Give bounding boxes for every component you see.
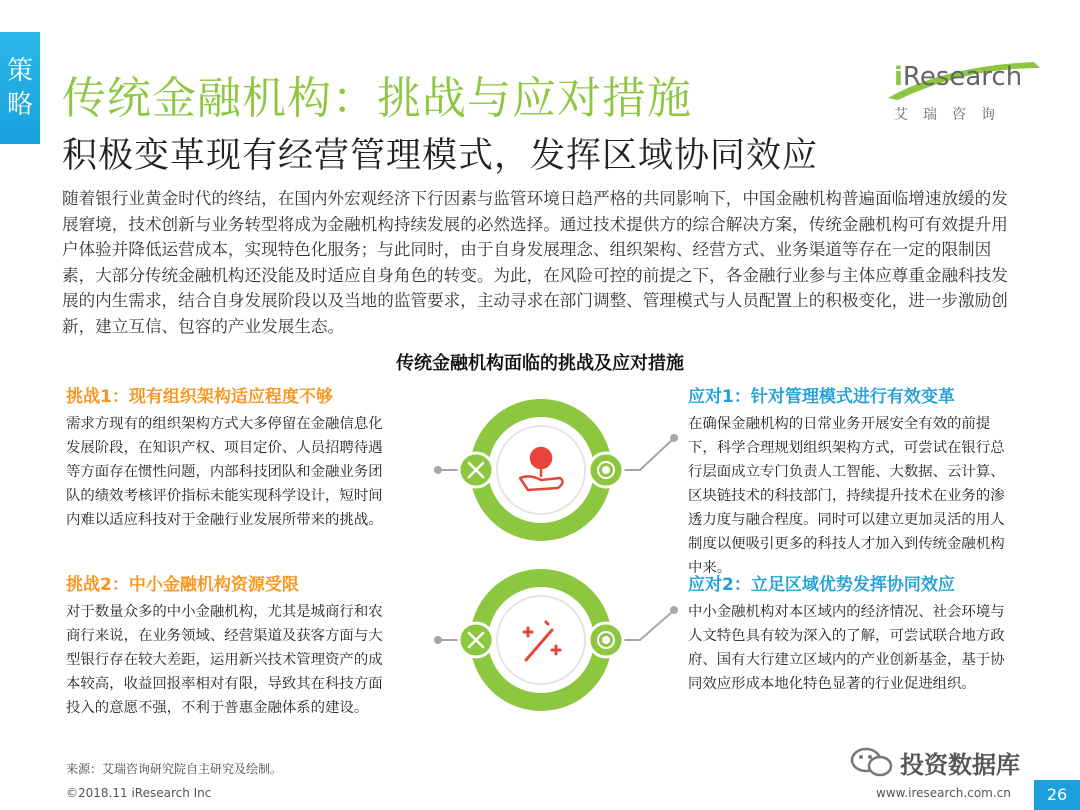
response-2-text: 中小金融机构对本区域内的经济情况、社会环境与人文特色具有较为深入的了解，可尝试联合地方政府、国有大行建立区域内的产业创新基金，基于协同效应形成本地化特色显著的行业促进组织。: [688, 604, 1005, 692]
magic-wand-icon: [524, 622, 560, 660]
bottom-ring-graphic: [459, 578, 623, 702]
intro-paragraph: 随着银行业黄金时代的终结，在国内外宏观经济下行因素与监管环境日趋严格的共同影响下，中国金融机构普遍面临增速放缓的发展窘境，技术创新与业务转型将成为金融机构持续发展的必然选择。通过技术提供方的综合解决方案，传统金融机构可有效提升用户体验并降低运营成本，实现特色化服务；与此同时，由于自身发展理念、组织架构、经营方式、业务渠道等存在一定的限制因素，大部分传统金融机构还没能及时适应自身角色的转变。为此，在风险可控的前提之下，各金融行业参与主体应尊重金融科技发展的内生需求，结合自身发展阶段以及当地的监管要求，主动寻求在部门调整、管理模式与人员配置上的积极变化，进一步激励创新，建立互信、包容的产业发展生态。: [62, 189, 1008, 336]
logo-chinese-name: 艾瑞咨询: [894, 107, 1010, 123]
connector-dot: [670, 606, 678, 614]
tools-icon: [469, 463, 483, 477]
section-tab-char-1: 策: [6, 56, 33, 86]
page-subtitle: 积极变革现有经营管理模式，发挥区域协同效应: [62, 136, 819, 176]
top-ring-graphic: [459, 408, 623, 532]
response-1-block: [688, 384, 1008, 580]
target-icon: [598, 632, 614, 648]
connector-line-right-top: [612, 440, 672, 470]
diagram-title: 传统金融机构面临的挑战及应对措施: [396, 353, 684, 374]
response-1-text: 在确保金融机构的日常业务开展安全有效的前提下，科学合理规划组织架构方式，可尝试在银行总行层面成立专门负责人工智能、大数据、云计算、区块链技术的科技部门，持续提升技术在业务的渗透力度与融合程度。同时可以建立更加灵活的用人制度以便吸引更多的科技人才加入到传统金融机构中来。: [688, 416, 1005, 576]
page-number: 26: [1034, 780, 1080, 810]
challenge-2-heading: 挑战2：中小金融机构资源受限: [66, 575, 299, 595]
challenge-2-block: [66, 572, 386, 720]
logo-word: Research: [902, 62, 1023, 92]
section-tab-char-2: 略: [6, 90, 33, 120]
source-note: 来源：艾瑞咨询研究院自主研究及绘制。: [66, 762, 283, 776]
challenge-1-text: 需求方现有的组织架构方式大多停留在金融信息化发展阶段，在知识产权、项目定价、人员招聘待遇等方面存在惯性问题，内部科技团队和金融业务团队的绩效考核评价指标未能实现科学设计，短时间内难以适应科技对于金融行业发展所带来的挑战。: [66, 416, 383, 528]
tools-icon: [469, 633, 483, 647]
target-icon: [598, 462, 614, 478]
challenge-1-heading: 挑战1：现有组织架构适应程度不够: [66, 387, 333, 407]
copyright: ©2018.11 iResearch Inc: [66, 786, 212, 800]
page-title: 传统金融机构：挑战与应对措施: [62, 73, 692, 124]
challenge-2-text: 对于数量众多的中小金融机构，尤其是城商行和农商行来说，在业务领域、经营渠道及获客方面与大型银行存在较大差距，运用新兴技术管理资产的成本较高，收益回报率相对有限，导致其在科技方面投入的意愿不强，不利于普惠金融体系的建设。: [66, 604, 383, 716]
challenge-1-block: [66, 384, 386, 532]
connector-dot: [670, 434, 678, 442]
connector-dot: [434, 636, 442, 644]
response-2-block: [688, 572, 1008, 696]
hand-lightbulb-icon: [520, 448, 563, 490]
connector-dot: [434, 466, 442, 474]
logo-wordmark: [894, 62, 1022, 92]
wechat-icon: [850, 745, 894, 779]
website-link[interactable]: www.iresearch.com.cn: [876, 786, 1011, 800]
response-2-heading: 应对2：立足区域优势发挥协同效应: [688, 575, 955, 595]
iresearch-logo: [880, 58, 1040, 128]
logo-i: i: [894, 62, 903, 92]
connector-line-right-bottom: [612, 612, 672, 640]
response-1-heading: 应对1：针对管理模式进行有效变革: [688, 387, 955, 407]
watermark-text: 投资数据库: [900, 751, 1020, 779]
section-tab: [0, 32, 40, 144]
